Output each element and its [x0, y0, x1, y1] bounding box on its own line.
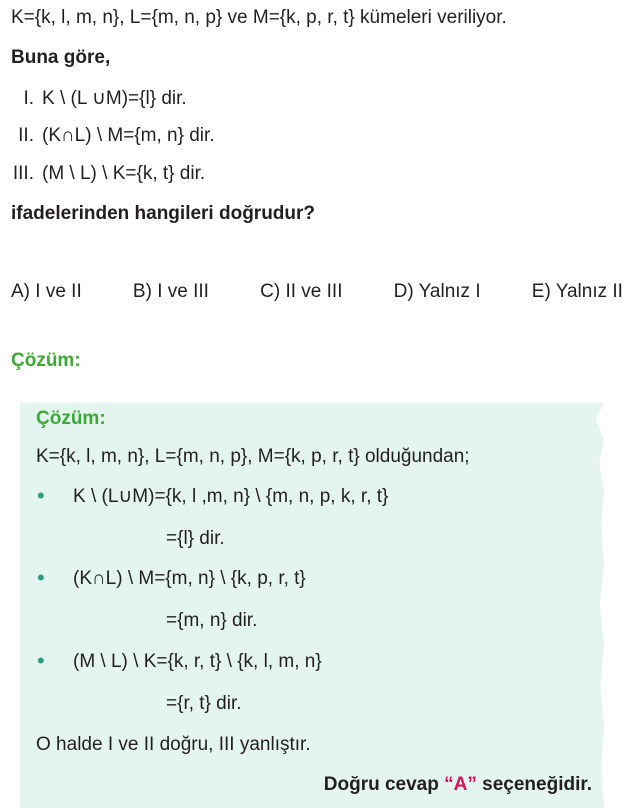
bullet-icon: • [37, 565, 45, 590]
statement-3 [0, 162, 205, 186]
statement-number: II. [18, 125, 34, 146]
question-lead: Buna göre, [11, 47, 111, 68]
solution-step-1-result: ={l} dir. [166, 528, 225, 549]
answer-options [11, 280, 623, 304]
solution-heading: Çözüm: [11, 350, 81, 371]
option-d[interactable]: D) Yalnız I [393, 281, 481, 302]
bullet-icon: • [37, 483, 45, 508]
statement-number: I. [23, 88, 34, 109]
solution-step-1: K \ (L∪M)={k, l ,m, n} \ {m, n, p, k, r, t} [73, 486, 389, 507]
option-e[interactable]: E) Yalnız II [531, 281, 623, 302]
solution-intro: K={k, l, m, n}, L={m, n, p}, M={k, p, r, t} olduğundan; [36, 446, 470, 467]
statement-1 [0, 87, 187, 111]
bullet-icon: • [37, 648, 45, 673]
question-stem: K={k, l, m, n}, L={m, n, p} ve M={k, p, r, t} kümeleri veriliyor. [11, 7, 507, 28]
option-c[interactable]: C) II ve III [260, 281, 343, 302]
solution-box-heading: Çözüm: [36, 408, 106, 429]
answer-prefix: Doğru cevap [323, 774, 445, 795]
question-prompt: ifadelerinden hangileri doğrudur? [11, 203, 316, 224]
solution-step-2-result: ={m, n} dir. [166, 610, 258, 631]
statement-number: III. [12, 163, 34, 184]
solution-step-3: (M \ L) \ K={k, r, t} \ {k, l, m, n} [73, 651, 322, 672]
statement-text: K \ (L ∪M)={l} dir. [42, 88, 187, 109]
option-b[interactable]: B) I ve III [132, 281, 209, 302]
answer-letter: “A” [444, 774, 477, 795]
solution-step-3-result: ={r, t} dir. [166, 693, 242, 714]
statement-text: (K∩L) \ M={m, n} dir. [42, 125, 215, 146]
solution-step-2: (K∩L) \ M={m, n} \ {k, p, r, t} [73, 568, 306, 589]
option-a[interactable]: A) I ve II [11, 281, 82, 302]
statement-2 [0, 124, 215, 148]
answer-suffix: seçeneğidir. [476, 774, 592, 795]
solution-conclusion: O halde I ve II doğru, III yanlıştır. [36, 734, 311, 755]
correct-answer [324, 773, 592, 797]
statement-text: (M \ L) \ K={k, t} dir. [42, 163, 206, 184]
